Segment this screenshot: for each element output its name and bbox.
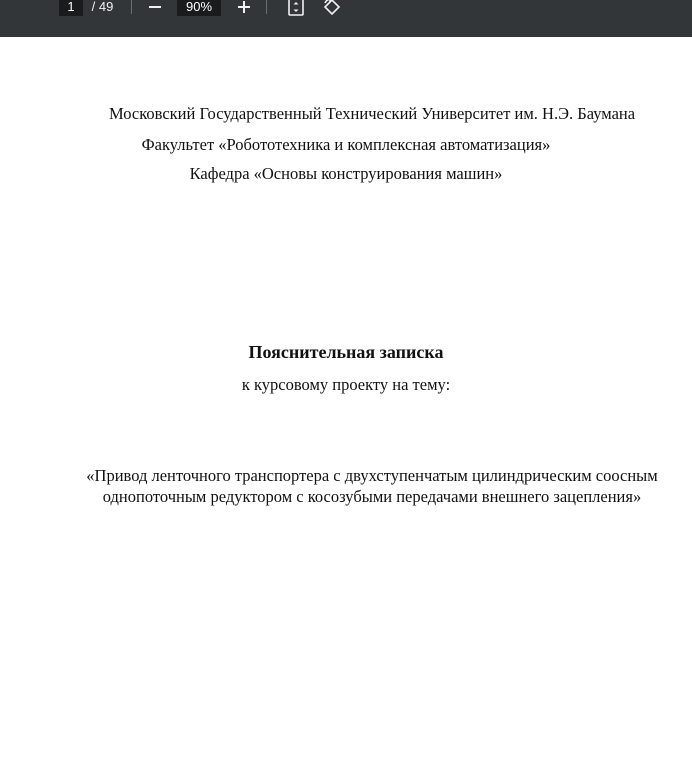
faculty-name: Факультет «Робототехника и комплексная автоматизация» bbox=[141, 135, 551, 154]
page-count: / 49 bbox=[88, 0, 114, 14]
pdf-toolbar bbox=[0, 0, 692, 37]
fit-to-page-icon bbox=[287, 0, 305, 16]
plus-icon bbox=[237, 0, 251, 14]
project-topic: «Привод ленточного транспортера с двухступенчатым цилиндрическим соосным однопоточным редуктором с косозубыми передачами внешнего зацепления» bbox=[86, 466, 658, 506]
university-name: Московский Государственный Технический Университет им. Н.Э. Баумана bbox=[108, 104, 636, 123]
rotate-icon bbox=[322, 0, 342, 17]
toolbar-divider bbox=[131, 0, 132, 14]
department-name: Кафедра «Основы конструирования машин» bbox=[189, 164, 503, 183]
zoom-in-button[interactable] bbox=[233, 0, 255, 18]
fit-to-page-button[interactable] bbox=[285, 0, 307, 18]
document-title: Пояснительная записка bbox=[248, 342, 444, 362]
zoom-level-input[interactable] bbox=[177, 0, 221, 16]
page-number-input[interactable] bbox=[59, 0, 83, 16]
document-subtitle: к курсовому проекту на тему: bbox=[241, 375, 451, 394]
rotate-button[interactable] bbox=[321, 0, 343, 18]
toolbar-divider bbox=[266, 0, 267, 14]
document-page bbox=[0, 37, 692, 761]
minus-icon bbox=[148, 0, 162, 14]
zoom-out-button[interactable] bbox=[144, 0, 166, 18]
